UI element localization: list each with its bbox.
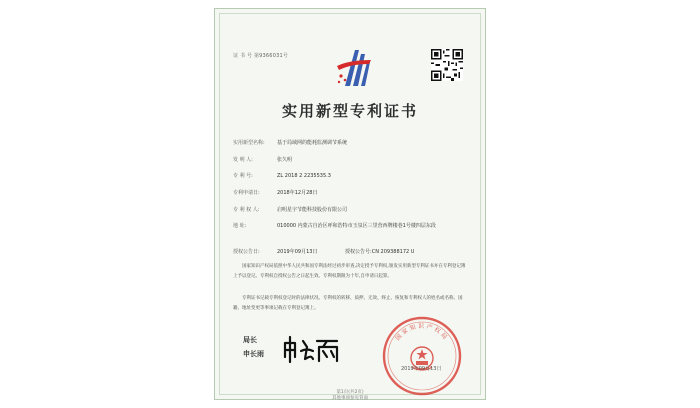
field-value: 基于局域网的能耗监测调节系统 [277, 140, 348, 146]
footer-note: 其他事项参见背面 [332, 396, 368, 401]
field-label: 专利申请日: [233, 190, 260, 196]
field-value: 张久明 [277, 157, 293, 163]
field-row-inventor [233, 157, 292, 163]
certificate-title: 实用新型专利证书 [281, 102, 418, 120]
official-seal [381, 315, 463, 397]
field-row-address [233, 223, 277, 229]
qr-code-icon [431, 49, 463, 81]
announcement-number: 授权公告号:CN 209388172 U [345, 249, 415, 255]
field-value: 启明星宇节能科技股份有限公司 [277, 207, 348, 213]
field-row-grant-date [233, 249, 414, 255]
field-label: 发 明 人: [233, 157, 253, 163]
field-row-patentee [233, 207, 347, 213]
certificate-number: 证 书 号 第9366031号 [233, 53, 289, 59]
director-name-label: 申长雨 [243, 349, 264, 358]
field-value: 2018年12月28日 [277, 190, 318, 196]
patent-certificate [214, 8, 486, 400]
patent-office-emblem-icon [335, 46, 373, 90]
field-row-application-date [233, 190, 317, 196]
handwritten-signature [281, 335, 341, 363]
page-number: 第1页(共2页) [336, 390, 364, 395]
seal-date: 2019年09月13日 [401, 366, 442, 372]
field-row-name [233, 140, 347, 146]
field-label: 专 利 号: [233, 173, 253, 179]
body-paragraph-2: 专利证书记载专利权登记时的法律状况。专利权的转移、质押、无效、终止、恢复和专利权人的姓名或名称、国籍、地址变更等事项记载在专利登记簿上。 [233, 296, 463, 311]
director-title-label: 局长 [243, 335, 257, 344]
field-value: ZL 2018 2 2235535.3 [277, 173, 331, 179]
field-label: 地 址: [233, 223, 247, 229]
field-label: 专 利 权 人: [233, 207, 260, 213]
seal-text: 国家知识产权局 [394, 323, 450, 343]
body-paragraph-1: 国家知识产权局依照中华人民共和国专利法经过初步审查,决定授予专利权,颁发实用新型专利证书并在专利登记簿上予以登记。专利权自授权公告之日起生效。专利权期限为十年,自申请日起算。 [233, 264, 466, 279]
field-label: 实用新型名称: [233, 140, 265, 146]
field-value-address: 010000 内蒙古自治区呼和浩特市玉泉区三里营西牌楼巷1号楼四层东段 [277, 223, 436, 229]
field-row-patent-number [233, 173, 331, 179]
field-label: 授权公告日: [233, 249, 260, 255]
field-value: 2019年09月13日 [277, 249, 318, 255]
